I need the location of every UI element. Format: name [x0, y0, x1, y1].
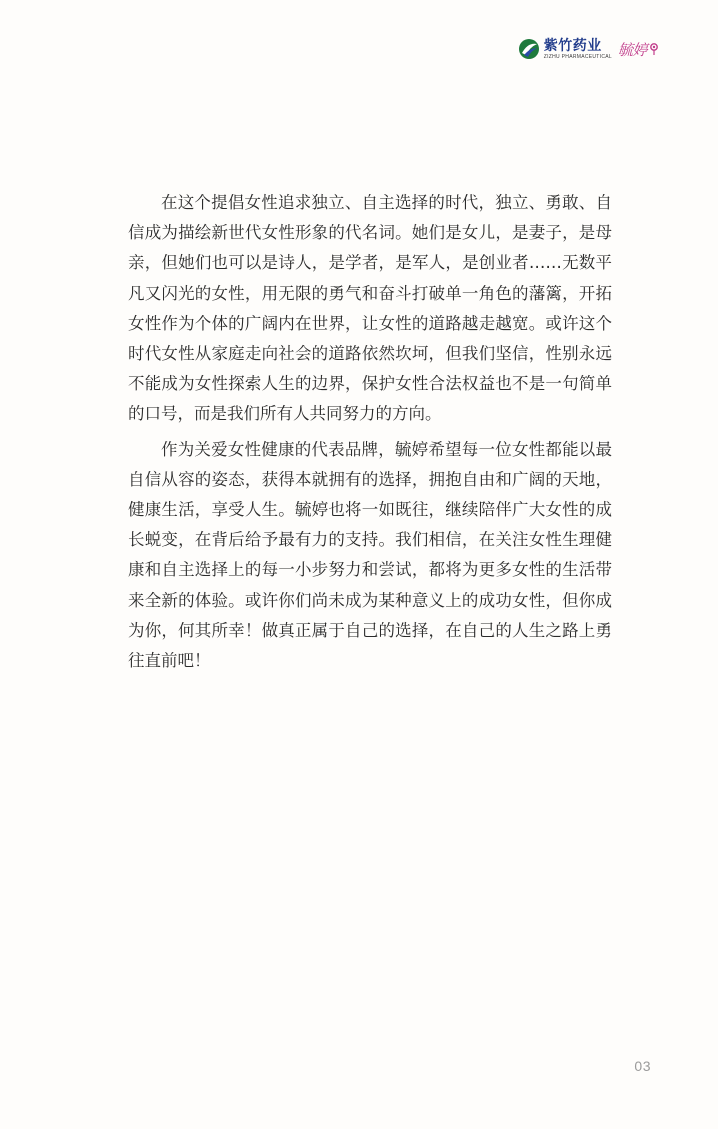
company-name-cn: 紫竹药业 — [543, 37, 602, 54]
product-logo — [618, 39, 660, 60]
yuting-flower-icon — [648, 42, 660, 56]
page-number: 03 — [634, 1058, 651, 1074]
company-name — [544, 39, 612, 60]
company-name-en: ZIZHU PHARMACEUTICAL — [543, 53, 612, 60]
company-logo — [518, 38, 612, 60]
header-logos — [518, 38, 660, 60]
body-text — [128, 188, 612, 681]
product-name: 毓婷 — [617, 40, 647, 59]
paragraph-1: 在这个提倡女性追求独立、自主选择的时代，独立、勇敢、自信成为描绘新世代女性形象的代名词。她们是女儿，是妻子，是母亲，但她们也可以是诗人，是学者，是军人，是创业者……无数平凡又闪光的女性，用无限的勇气和奋斗打破单一角色的藩篱，开拓女性作为个体的广阔内在世界，让女性的道路越走越宽。或许这个时代女性从家庭走向社会的道路依然坎坷，但我们坚信，性别永远不能成为女性探索人生的边界，保护女性合法权益也不是一句简单的口号，而是我们所有人共同努力的方向。 — [128, 193, 612, 424]
paragraph-2: 作为关爱女性健康的代表品牌，毓婷希望每一位女性都能以最自信从容的姿态，获得本就拥有的选择，拥抱自由和广阔的天地，健康生活，享受人生。毓婷也将一如既往，继续陪伴广大女性的成长蜕变，在背后给予最有力的支持。我们相信，在关注女性生理健康和自主选择上的每一小步努力和尝试，都将为更多女性的生活带来全新的体验。或许你们尚未成为某种意义上的成功女性，但你成为你，何其所幸！做真正属于自己的选择，在自己的人生之路上勇往直前吧！ — [128, 439, 612, 671]
zizhu-logo-icon — [518, 38, 540, 60]
